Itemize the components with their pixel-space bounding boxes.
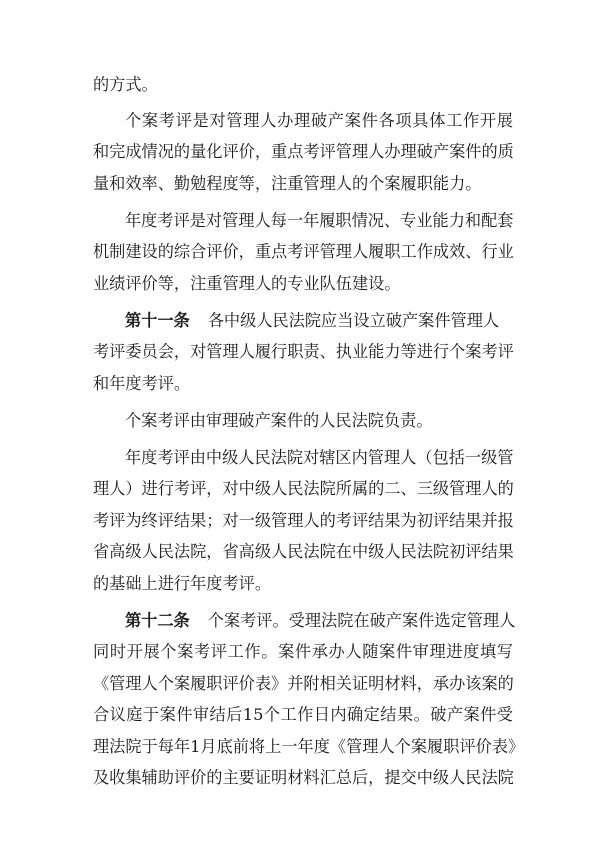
article-number: 第十二条	[125, 611, 190, 630]
paragraph-line: 及收集辅助评价的主要证明材料汇总后，提交中级人民法院	[93, 768, 514, 787]
paragraph-line: 和完成情况的量化评价，重点考评管理人办理破产案件的质	[93, 142, 514, 161]
paragraph-line: 个案考评是对管理人办理破产案件各项具体工作开展	[125, 111, 513, 130]
paragraph-line: 考评为终评结果；对一级管理人的考评结果为初评结果并报	[93, 511, 514, 530]
paragraph-line: 考评委员会，对管理人履行职责、执业能力等进行个案考评	[93, 342, 514, 361]
paragraph-line: 理人）进行考评，对中级人民法院所属的二、三级管理人的	[93, 479, 514, 498]
paragraph-line: 量和效率、勤勉程度等，注重管理人的个案履职能力。	[93, 174, 482, 193]
article-line	[125, 610, 516, 632]
article-text: 个案考评。受理法院在破产案件选定管理人	[207, 611, 516, 630]
paragraph-line: 业绩评价等，注重管理人的专业队伍建设。	[93, 274, 401, 293]
paragraph-line: 的方式。	[93, 75, 158, 94]
paragraph-line: 机制建设的综合评价，重点考评管理人履职工作成效、行业	[93, 242, 514, 261]
paragraph-line: 《管理人个案履职评价表》并附相关证明材料，承办该案的	[93, 674, 514, 693]
paragraph-line: 同时开展个案考评工作。案件承办人随案件审理进度填写	[93, 642, 513, 661]
paragraph-line: 个案考评由审理破产案件的人民法院负责。	[125, 411, 433, 430]
paragraph-line: 年度考评由中级人民法院对辖区内管理人（包括一级管	[125, 448, 514, 467]
article-line	[125, 310, 513, 332]
paragraph-line: 理法院于每年1月底前将上一年度《管理人个案履职评价表》	[93, 737, 525, 756]
paragraph-line: 年度考评是对管理人每一年履职情况、专业能力和配套	[125, 211, 514, 230]
article-text: 各中级人民法院应当设立破产案件管理人	[207, 311, 500, 330]
paragraph-line: 省高级人民法院，省高级人民法院在中级人民法院初评结果	[93, 542, 514, 561]
article-number: 第十一条	[125, 311, 190, 330]
paragraph-line: 和年度考评。	[93, 374, 191, 393]
paragraph-line: 合议庭于案件审结后15个工作日内确定结果。破产案件受	[93, 705, 513, 724]
paragraph-line: 的基础上进行年度考评。	[93, 574, 272, 593]
